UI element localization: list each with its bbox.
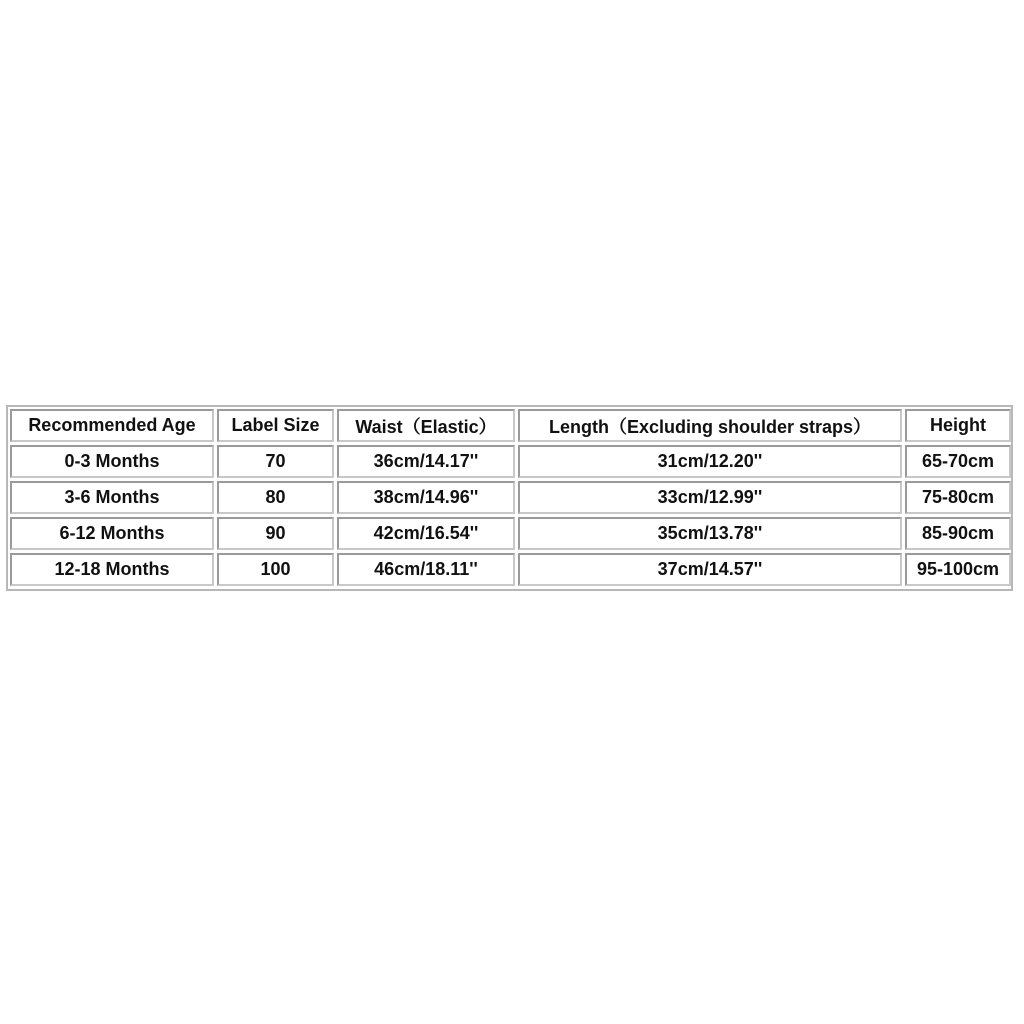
header-recommended-age: Recommended Age — [10, 409, 214, 442]
header-row — [10, 409, 1011, 442]
cell-height: 95-100cm — [905, 553, 1011, 586]
size-chart-table — [7, 406, 1014, 589]
cell-waist: 36cm/14.17'' — [337, 445, 515, 478]
table-row — [10, 553, 1011, 586]
cell-age: 0-3 Months — [10, 445, 214, 478]
cell-height: 75-80cm — [905, 481, 1011, 514]
cell-length: 35cm/13.78'' — [518, 517, 902, 550]
cell-age: 3-6 Months — [10, 481, 214, 514]
header-length: Length（Excluding shoulder straps） — [518, 409, 902, 442]
cell-label-size: 100 — [217, 553, 334, 586]
header-label-size: Label Size — [217, 409, 334, 442]
table-row — [10, 445, 1011, 478]
table-row — [10, 481, 1011, 514]
cell-label-size: 70 — [217, 445, 334, 478]
header-height: Height — [905, 409, 1011, 442]
cell-waist: 42cm/16.54'' — [337, 517, 515, 550]
table-row — [10, 517, 1011, 550]
cell-waist: 46cm/18.11'' — [337, 553, 515, 586]
cell-height: 65-70cm — [905, 445, 1011, 478]
cell-age: 6-12 Months — [10, 517, 214, 550]
header-waist: Waist（Elastic） — [337, 409, 515, 442]
size-chart — [6, 405, 1013, 591]
cell-label-size: 80 — [217, 481, 334, 514]
cell-age: 12-18 Months — [10, 553, 214, 586]
cell-label-size: 90 — [217, 517, 334, 550]
cell-length: 31cm/12.20'' — [518, 445, 902, 478]
cell-height: 85-90cm — [905, 517, 1011, 550]
cell-length: 37cm/14.57'' — [518, 553, 902, 586]
cell-waist: 38cm/14.96'' — [337, 481, 515, 514]
cell-length: 33cm/12.99'' — [518, 481, 902, 514]
